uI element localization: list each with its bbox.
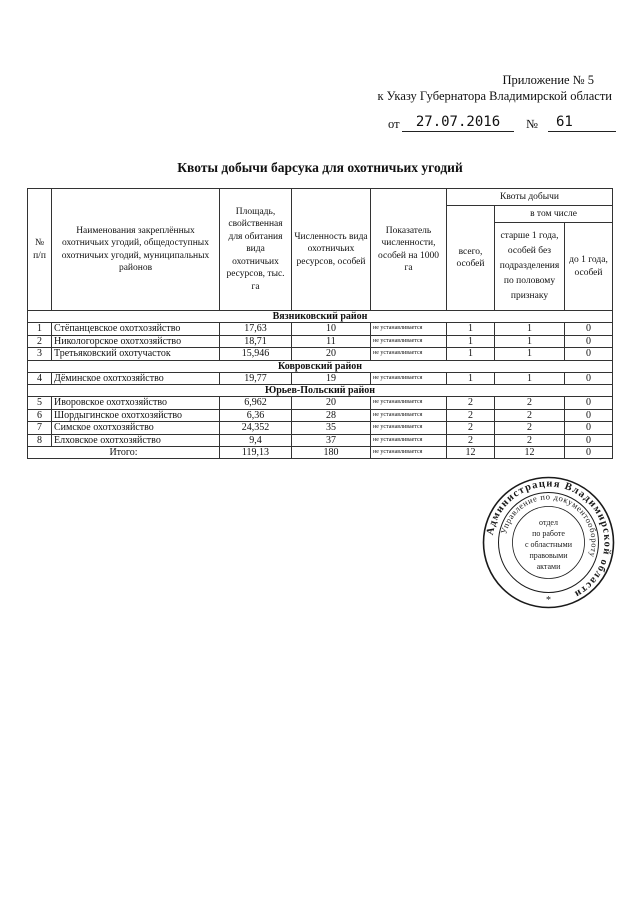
row-name: Дёминское охотхозяйство [52,372,220,385]
appendix-label: Приложение № 5 [502,73,594,87]
row-count: 20 [292,348,371,361]
district-row [28,385,613,397]
row-name: Елховское охотхозяйство [52,434,220,447]
row-name: Симское охотхозяйство [52,422,220,435]
row-total: 2 [447,422,495,435]
row-older: 2 [495,397,565,410]
header-name: Наименования закреплённых охотничьих угодий, общедоступных охотничьих угодий, муниципальных районов [52,189,220,311]
row-no: 6 [28,409,52,422]
district-row [28,360,613,372]
row-indicator: не устанавливается [371,434,447,447]
totals-area: 119,13 [220,447,292,459]
row-indicator: не устанавливается [371,335,447,348]
seal-center-line: актами [536,562,561,571]
row-count: 37 [292,434,371,447]
decree-number: 61 [548,113,616,132]
header-older: старше 1 года, особей без подразделения по половому признаку [495,223,565,311]
totals-label: Итого: [28,447,220,459]
row-count: 35 [292,422,371,435]
row-no: 8 [28,434,52,447]
row-name: Стёпанцевское охотхозяйство [52,323,220,336]
row-younger: 0 [565,434,613,447]
row-area: 17,63 [220,323,292,336]
totals-older: 12 [495,447,565,459]
table-row [28,397,613,410]
row-younger: 0 [565,323,613,336]
row-no: 1 [28,323,52,336]
district-name: Юрьев-Польский район [28,385,613,397]
header-count: Численность вида охотничьих ресурсов, особей [292,189,371,311]
header-area: Площадь, свойственная для обитания вида охотничьих ресурсов, тыс. га [220,189,292,311]
row-no: 2 [28,335,52,348]
district-row [28,311,613,323]
row-name: Никологорское охотхозяйство [52,335,220,348]
row-older: 2 [495,434,565,447]
row-older: 1 [495,323,565,336]
header-indicator: Показатель численности, особей на 1000 га [371,189,447,311]
row-older: 1 [495,372,565,385]
table-row [28,434,613,447]
row-area: 6,36 [220,409,292,422]
seal-center-line: отдел [539,518,558,527]
seal-center-line: правовыми [529,551,568,560]
row-younger: 0 [565,348,613,361]
row-younger: 0 [565,409,613,422]
seal-star-icon: * [546,595,551,606]
row-count: 19 [292,372,371,385]
decree-number-line [388,113,618,133]
row-area: 24,352 [220,422,292,435]
row-area: 6,962 [220,397,292,410]
header-total: всего, особей [447,206,495,311]
row-area: 15,946 [220,348,292,361]
row-indicator: не устанавливается [371,323,447,336]
row-younger: 0 [565,397,613,410]
row-total: 1 [447,372,495,385]
row-count: 20 [292,397,371,410]
row-total: 2 [447,397,495,410]
totals-total: 12 [447,447,495,459]
row-total: 2 [447,434,495,447]
table-row [28,422,613,435]
header-no: № п/п [28,189,52,311]
row-count: 10 [292,323,371,336]
row-younger: 0 [565,335,613,348]
totals-row [28,447,613,459]
date-prefix: от [388,117,400,131]
row-count: 28 [292,409,371,422]
row-younger: 0 [565,372,613,385]
table-header [28,189,613,311]
header-quota: Квоты добычи [447,189,613,206]
row-indicator: не устанавливается [371,372,447,385]
district-name: Ковровский район [28,360,613,372]
totals-count: 180 [292,447,371,459]
seal-inner-text: Управление по документообороту [498,491,600,559]
header-including: в том числе [495,206,613,223]
row-older: 1 [495,348,565,361]
number-prefix: № [526,117,538,131]
row-younger: 0 [565,422,613,435]
document-header [377,72,612,104]
table-body [28,311,613,459]
quota-table [27,188,613,459]
row-no: 4 [28,372,52,385]
decree-reference: к Указу Губернатора Владимирской области [377,89,612,103]
row-count: 11 [292,335,371,348]
page-title: Квоты добычи барсука для охотничьих угодий [177,160,463,175]
row-total: 1 [447,323,495,336]
table-row [28,335,613,348]
district-name: Вязниковский район [28,311,613,323]
row-total: 1 [447,335,495,348]
row-name: Иворовское охотхозяйство [52,397,220,410]
row-area: 18,71 [220,335,292,348]
row-indicator: не устанавливается [371,397,447,410]
row-name: Шордыгинское охотхозяйство [52,409,220,422]
row-indicator: не устанавливается [371,422,447,435]
row-no: 5 [28,397,52,410]
row-indicator: не устанавливается [371,348,447,361]
row-indicator: не устанавливается [371,409,447,422]
row-total: 2 [447,409,495,422]
row-older: 2 [495,422,565,435]
row-area: 9,4 [220,434,292,447]
totals-indicator: не устанавливается [371,447,447,459]
row-name: Третьяковский охотучасток [52,348,220,361]
row-no: 3 [28,348,52,361]
row-total: 1 [447,348,495,361]
official-seal [481,475,616,610]
totals-younger: 0 [565,447,613,459]
table-row [28,372,613,385]
row-older: 2 [495,409,565,422]
seal-center-line: с областными [524,540,573,549]
header-younger: до 1 года, особей [565,223,613,311]
table-row [28,348,613,361]
table-row [28,323,613,336]
seal-outer-text: Администрация Владимирской области [484,478,613,600]
table-row [28,409,613,422]
decree-date: 27.07.2016 [402,113,514,132]
row-older: 1 [495,335,565,348]
seal-center-line: по работе [532,529,565,538]
row-no: 7 [28,422,52,435]
row-area: 19,77 [220,372,292,385]
